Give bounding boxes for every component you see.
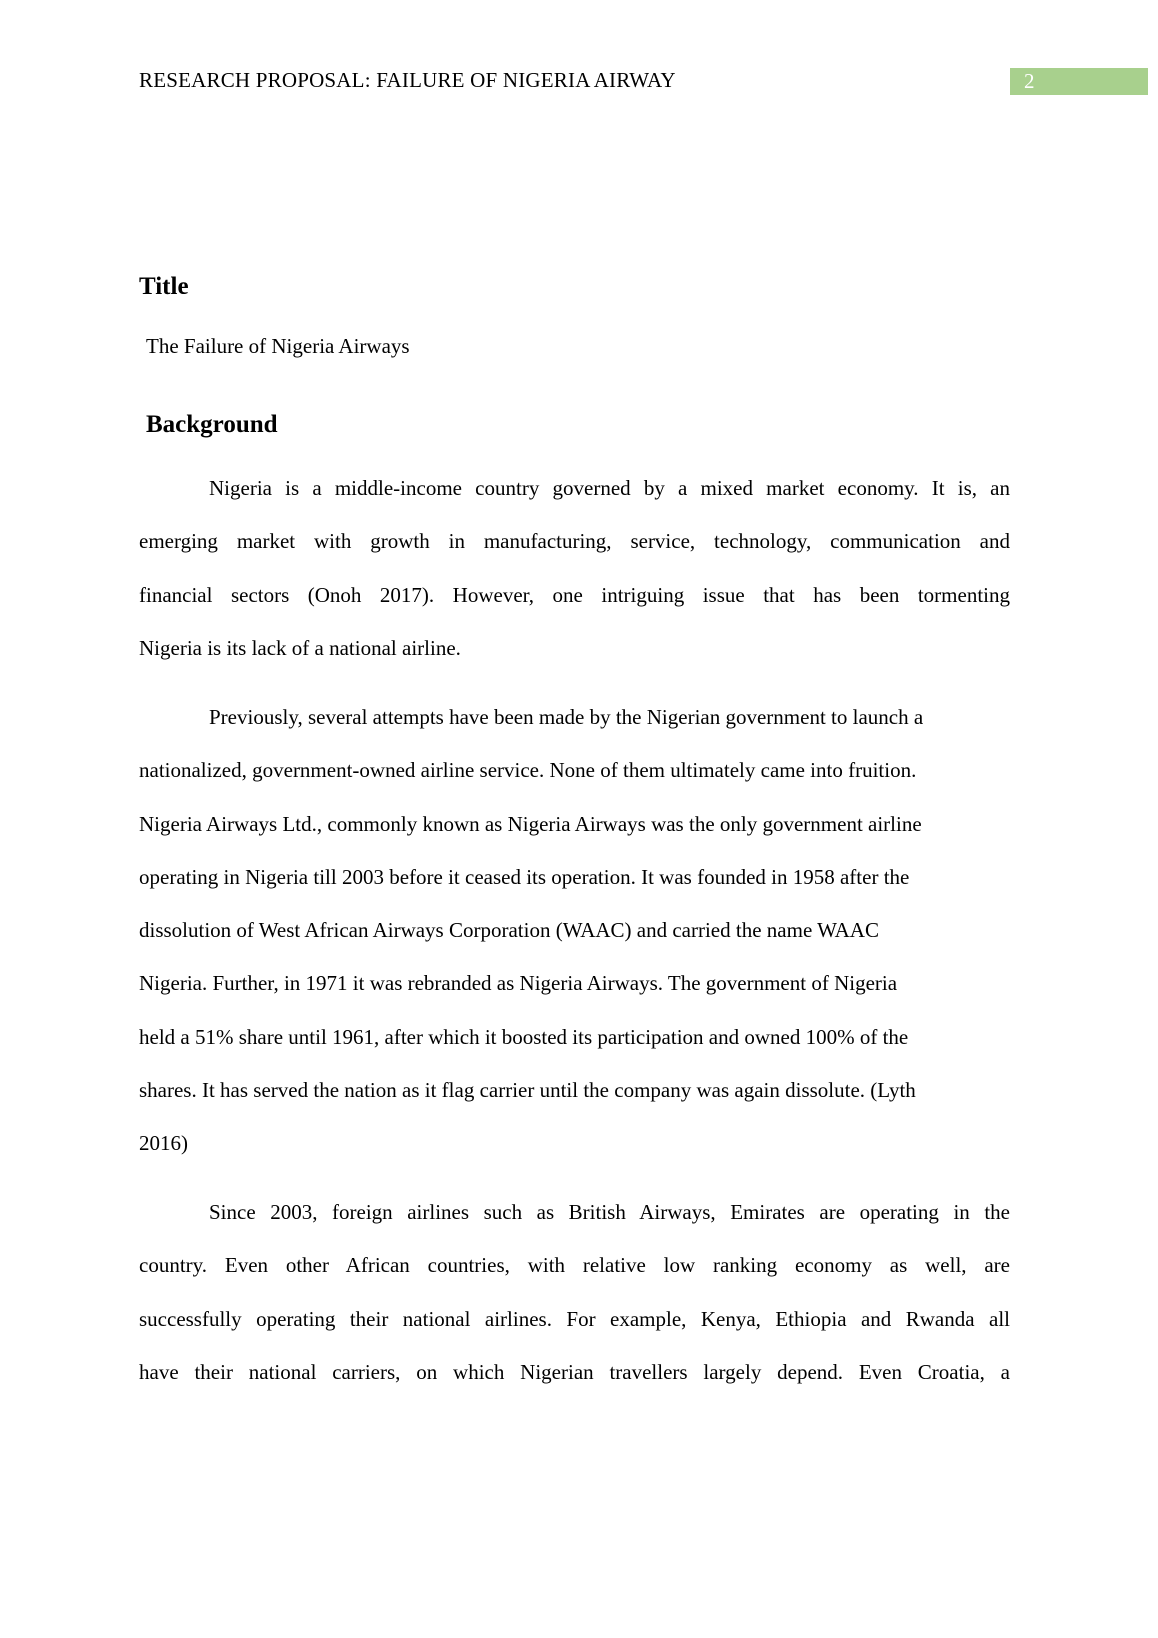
paragraph-line: Since 2003, foreign airlines such as British Airways, Emirates are operating in the — [209, 1200, 1010, 1224]
paragraph-3 — [139, 1197, 1010, 1410]
title-heading: Title — [139, 273, 189, 300]
paragraph-line: country. Even other African countries, with relative low ranking economy as well, are — [139, 1253, 1010, 1278]
paragraph-line: financial sectors (Onoh 2017). However, one intriguing issue that has been tormenting — [139, 582, 1010, 607]
page-number-badge: 2 — [1010, 68, 1148, 95]
paragraph-line: emerging market with growth in manufacturing, service, technology, communication and — [139, 529, 1010, 554]
proposal-title: The Failure of Nigeria Airways — [146, 334, 410, 358]
paragraph-line: 2016) — [139, 1131, 188, 1156]
paragraph-line: dissolution of West African Airways Corporation (WAAC) and carried the name WAAC — [139, 918, 879, 943]
paragraph-1 — [139, 473, 1010, 686]
running-header: RESEARCH PROPOSAL: FAILURE OF NIGERIA AIRWAY — [139, 68, 676, 92]
paragraph-line: successfully operating their national airlines. For example, Kenya, Ethiopia and Rwanda all — [139, 1306, 1010, 1331]
paragraph-line: have their national carriers, on which Nigerian travellers largely depend. Even Croatia, a — [139, 1359, 1010, 1384]
paragraph-line: Previously, several attempts have been made by the Nigerian government to launch a — [209, 705, 924, 729]
background-heading: Background — [146, 411, 278, 438]
paragraph-line: held a 51% share until 1961, after which it boosted its participation and owned 100% of the — [139, 1024, 909, 1049]
paragraph-line: nationalized, government-owned airline service. None of them ultimately came into fruition. — [139, 758, 917, 783]
paragraph-line: operating in Nigeria till 2003 before it ceased its operation. It was founded in 1958 after the — [139, 864, 910, 889]
paragraph-line: Nigeria is a middle-income country governed by a mixed market economy. It is, an — [209, 476, 1010, 500]
paragraph-2 — [139, 702, 1010, 1182]
paragraph-line: Nigeria. Further, in 1971 it was rebranded as Nigeria Airways. The government of Nigeria — [139, 971, 898, 996]
paragraph-line: Nigeria Airways Ltd., commonly known as Nigeria Airways was the only government airline — [139, 811, 922, 836]
paragraph-line: shares. It has served the nation as it flag carrier until the company was again dissolute. (Lyth — [139, 1078, 916, 1103]
paragraph-line: Nigeria is its lack of a national airline. — [139, 635, 461, 660]
